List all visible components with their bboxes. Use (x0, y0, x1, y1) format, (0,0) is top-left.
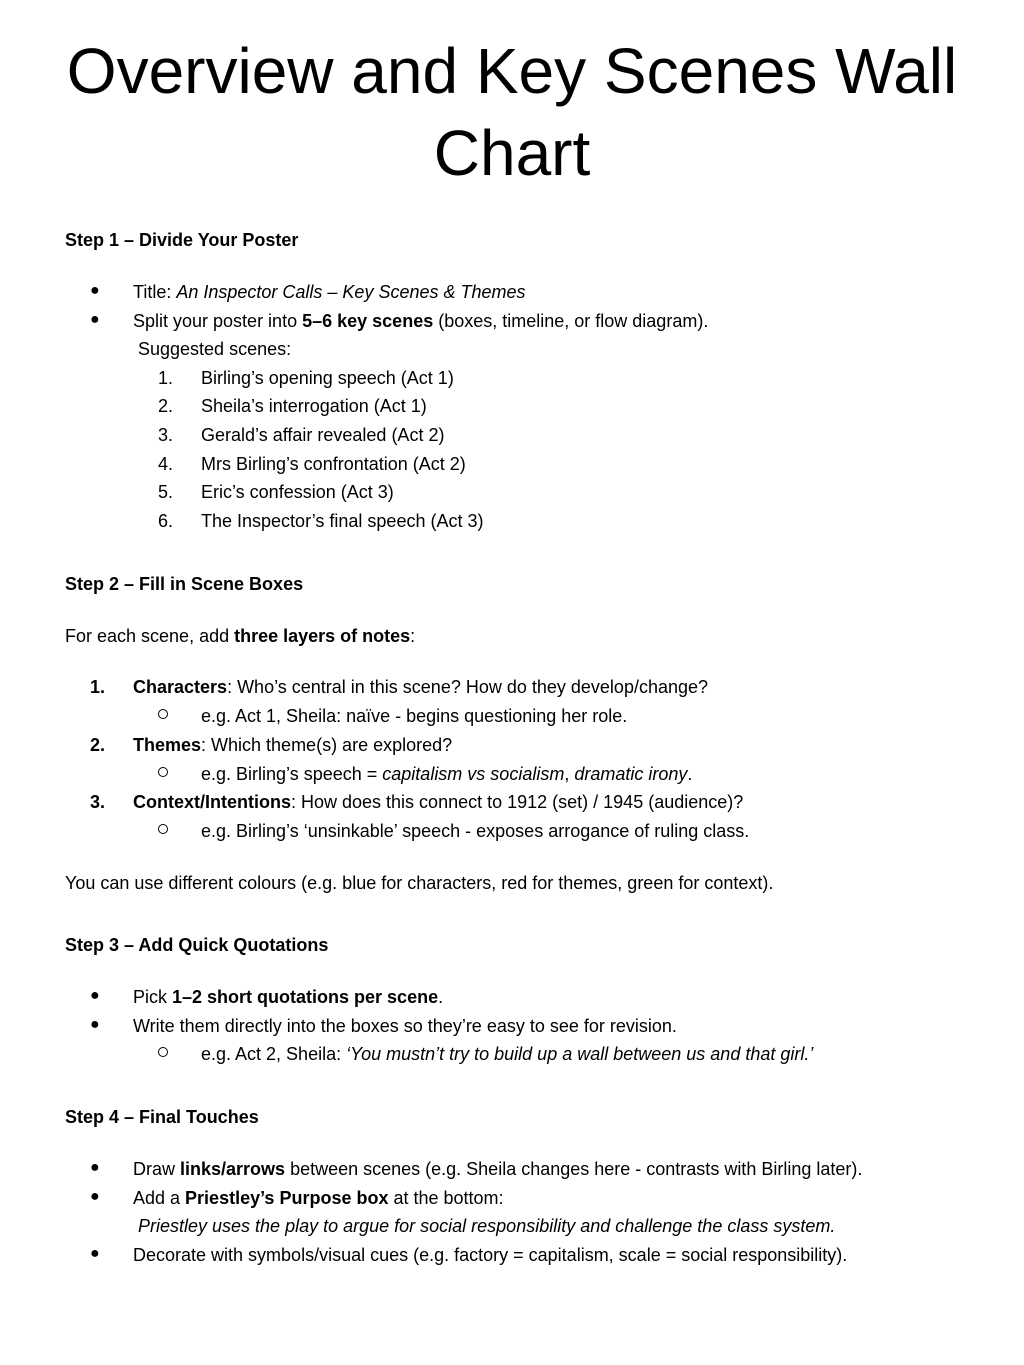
step4-decorate-line: Decorate with symbols/visual cues (e.g. factory = capitalism, scale = social responsibility). (133, 1245, 848, 1265)
draw-suffix: between scenes (e.g. Sheila changes here - contrasts with Birling later). (285, 1159, 863, 1179)
intro-suffix: : (410, 626, 416, 646)
bullet-dot: ● (90, 1159, 100, 1176)
step4-add-line (133, 1186, 504, 1210)
example-prefix: e.g. Birling’s speech = (201, 764, 383, 784)
intro-bold: three layers of notes (234, 626, 411, 646)
layer-number: 1. (89, 677, 105, 697)
scene-number: 3. (157, 425, 173, 445)
example-italic: capitalism vs socialism (382, 764, 565, 784)
bullet-dot: ● (90, 1245, 100, 1262)
intro-prefix: For each scene, add (65, 626, 235, 646)
bullet-dot: ● (90, 987, 100, 1004)
add-suffix: at the bottom: (388, 1188, 504, 1208)
scene-item: Sheila’s interrogation (Act 1) (201, 396, 427, 416)
step3-write-line: Write them directly into the boxes so they’re easy to see for revision. (133, 1016, 677, 1036)
layer-bold: Characters (133, 677, 228, 697)
scene-number: 2. (157, 396, 173, 416)
step3-pick-line (133, 985, 443, 1009)
scene-item: Birling’s opening speech (Act 1) (201, 368, 454, 388)
scene-item: Eric’s confession (Act 3) (201, 482, 394, 502)
split-bold: 5–6 key scenes (302, 311, 434, 331)
bullet-dot: ● (90, 1016, 100, 1033)
layer-text: : Who’s central in this scene? How do they develop/change? (227, 677, 709, 697)
suggested-scenes-label: Suggested scenes: (138, 339, 292, 359)
scene-item: Mrs Birling’s confrontation (Act 2) (201, 454, 466, 474)
example-italic: dramatic irony (574, 764, 688, 784)
scene-number: 5. (157, 482, 173, 502)
layer-number: 3. (89, 792, 105, 812)
circle-bullet-icon (158, 767, 168, 777)
layer-context (133, 790, 743, 814)
colours-note: You can use different colours (e.g. blue for characters, red for themes, green for context). (65, 873, 774, 893)
layer-characters (133, 675, 708, 699)
example-quote: ‘You mustn’t try to build up a wall between us and that girl.’ (346, 1044, 814, 1064)
scene-number: 4. (157, 454, 173, 474)
scene-item: Gerald’s affair revealed (Act 2) (201, 425, 445, 445)
step2-heading: Step 2 – Fill in Scene Boxes (65, 574, 304, 594)
circle-bullet-icon (158, 1047, 168, 1057)
step1-split-line (133, 309, 708, 333)
title-value: An Inspector Calls – Key Scenes & Themes (176, 282, 526, 302)
page-title: Overview and Key Scenes Wall Chart (66, 35, 958, 189)
step3-heading: Step 3 – Add Quick Quotations (65, 935, 329, 955)
bullet-dot: ● (90, 311, 100, 328)
layer-example: e.g. Birling’s ‘unsinkable’ speech - exposes arrogance of ruling class. (201, 821, 750, 841)
add-prefix: Add a (133, 1188, 186, 1208)
example-suffix: . (687, 764, 693, 784)
bullet-dot: ● (90, 282, 100, 299)
step1-title-line (133, 280, 526, 304)
example-separator: , (564, 764, 575, 784)
layer-example (201, 762, 692, 786)
pick-suffix: . (438, 987, 444, 1007)
bullet-dot: ● (90, 1188, 100, 1205)
layer-text: : How does this connect to 1912 (set) / 1945 (audience)? (291, 792, 744, 812)
step4-draw-line (133, 1157, 862, 1181)
scene-number: 1. (157, 368, 173, 388)
purpose-text: Priestley uses the play to argue for social responsibility and challenge the class system. (138, 1216, 836, 1236)
step3-example (201, 1042, 813, 1066)
scene-item: The Inspector’s final speech (Act 3) (201, 511, 484, 531)
pick-bold: 1–2 short quotations per scene (172, 987, 439, 1007)
circle-bullet-icon (158, 709, 168, 719)
layer-number: 2. (89, 735, 105, 755)
layer-themes (133, 733, 452, 757)
pick-prefix: Pick (133, 987, 173, 1007)
step4-heading: Step 4 – Final Touches (65, 1107, 259, 1127)
split-suffix: (boxes, timeline, or flow diagram). (433, 311, 709, 331)
draw-prefix: Draw (133, 1159, 181, 1179)
scene-number: 6. (157, 511, 173, 531)
split-prefix: Split your poster into (133, 311, 303, 331)
draw-bold: links/arrows (180, 1159, 286, 1179)
layer-bold: Context/Intentions (133, 792, 291, 812)
priestley-purpose (138, 1214, 835, 1238)
step2-intro (65, 624, 415, 648)
layer-bold: Themes (133, 735, 202, 755)
circle-bullet-icon (158, 824, 168, 834)
step1-heading: Step 1 – Divide Your Poster (65, 230, 299, 250)
example-prefix: e.g. Act 2, Sheila: (201, 1044, 347, 1064)
add-bold: Priestley’s Purpose box (185, 1188, 389, 1208)
layer-example: e.g. Act 1, Sheila: naïve - begins questioning her role. (201, 706, 628, 726)
layer-text: : Which theme(s) are explored? (201, 735, 453, 755)
title-prefix: Title: (133, 282, 177, 302)
